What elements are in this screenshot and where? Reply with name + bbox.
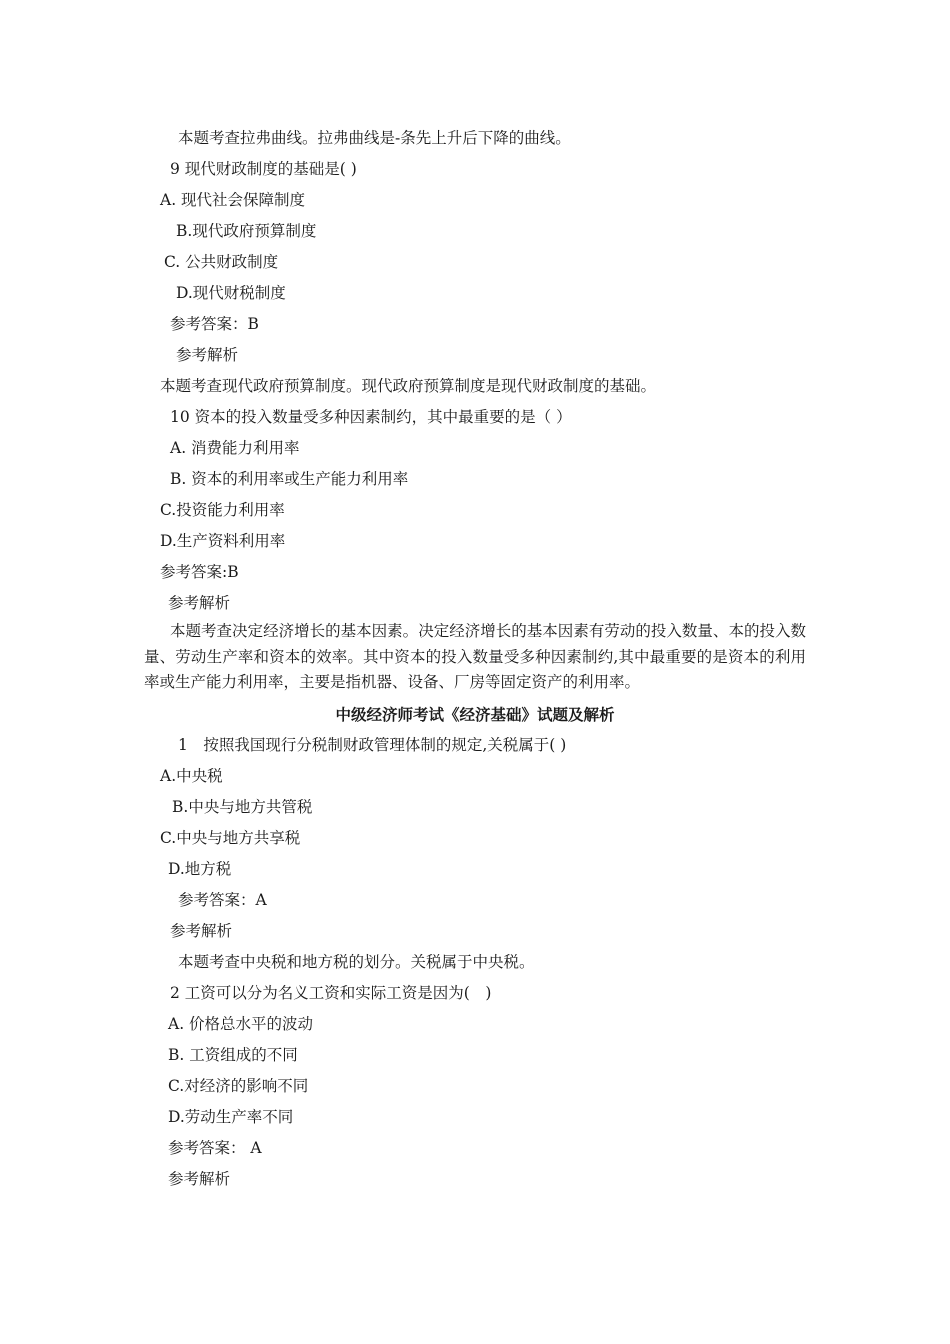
option-a: A. 价格总水平的波动	[168, 1015, 314, 1033]
answer-label: 参考答案： A	[168, 1139, 262, 1157]
explanation-paragraph: 本题考查决定经济增长的基本因素。决定经济增长的基本因素有劳动的投入数量、本的投入数量、劳动生产率和资本的效率。其中资本的投入数量受多种因素制约,其中最重要的是资本的利用率或生产能力利用率，主要是指机器、设备、厂房等固定资产的利用率。	[144, 622, 806, 691]
question-2: 2 工资可以分为名义工资和实际工资是因为( )	[170, 984, 492, 1002]
option-b: B. 资本的利用率或生产能力利用率	[170, 470, 409, 488]
question-10: 10 资本的投入数量受多种因素制约，其中最重要的是（ ）	[170, 408, 572, 426]
option-a: A. 现代社会保障制度	[160, 191, 306, 209]
option-a: A. 消费能力利用率	[170, 439, 300, 457]
option-d: D.生产资料利用率	[160, 532, 286, 550]
analysis-label: 参考解析	[168, 1170, 231, 1188]
answer-label: 参考答案：B	[170, 315, 259, 333]
answer-label: 参考答案:B	[160, 563, 239, 581]
explanation-line: 本题考查现代政府预算制度。现代政府预算制度是现代财政制度的基础。	[160, 377, 657, 395]
option-c: C. 公共财政制度	[164, 253, 279, 271]
option-d: D.地方税	[168, 860, 232, 878]
option-d: D.劳动生产率不同	[168, 1108, 294, 1126]
option-c: C.对经济的影响不同	[168, 1077, 309, 1095]
option-c: C.中央与地方共享税	[160, 829, 301, 847]
option-b: B.中央与地方共管税	[172, 798, 313, 816]
answer-label: 参考答案：A	[178, 891, 267, 909]
explanation-line: 本题考查中央税和地方税的划分。关税属于中央税。	[178, 953, 535, 971]
analysis-label: 参考解析	[170, 922, 233, 940]
option-a: A.中央税	[160, 767, 223, 785]
explanation-line: 本题考查拉弗曲线。拉弗曲线是-条先上升后下降的曲线。	[178, 129, 571, 147]
option-b: B. 工资组成的不同	[168, 1046, 298, 1064]
option-d: D.现代财税制度	[176, 284, 286, 302]
analysis-label: 参考解析	[176, 346, 239, 364]
section-title: 中级经济师考试《经济基础》试题及解析	[335, 705, 615, 724]
analysis-label: 参考解析	[168, 594, 231, 612]
question-1: 1 按照我国现行分税制财政管理体制的规定,关税属于( )	[178, 736, 567, 754]
question-9: 9 现代财政制度的基础是( )	[170, 160, 357, 178]
option-b: B.现代政府预算制度	[176, 222, 317, 240]
option-c: C.投资能力利用率	[160, 501, 285, 519]
